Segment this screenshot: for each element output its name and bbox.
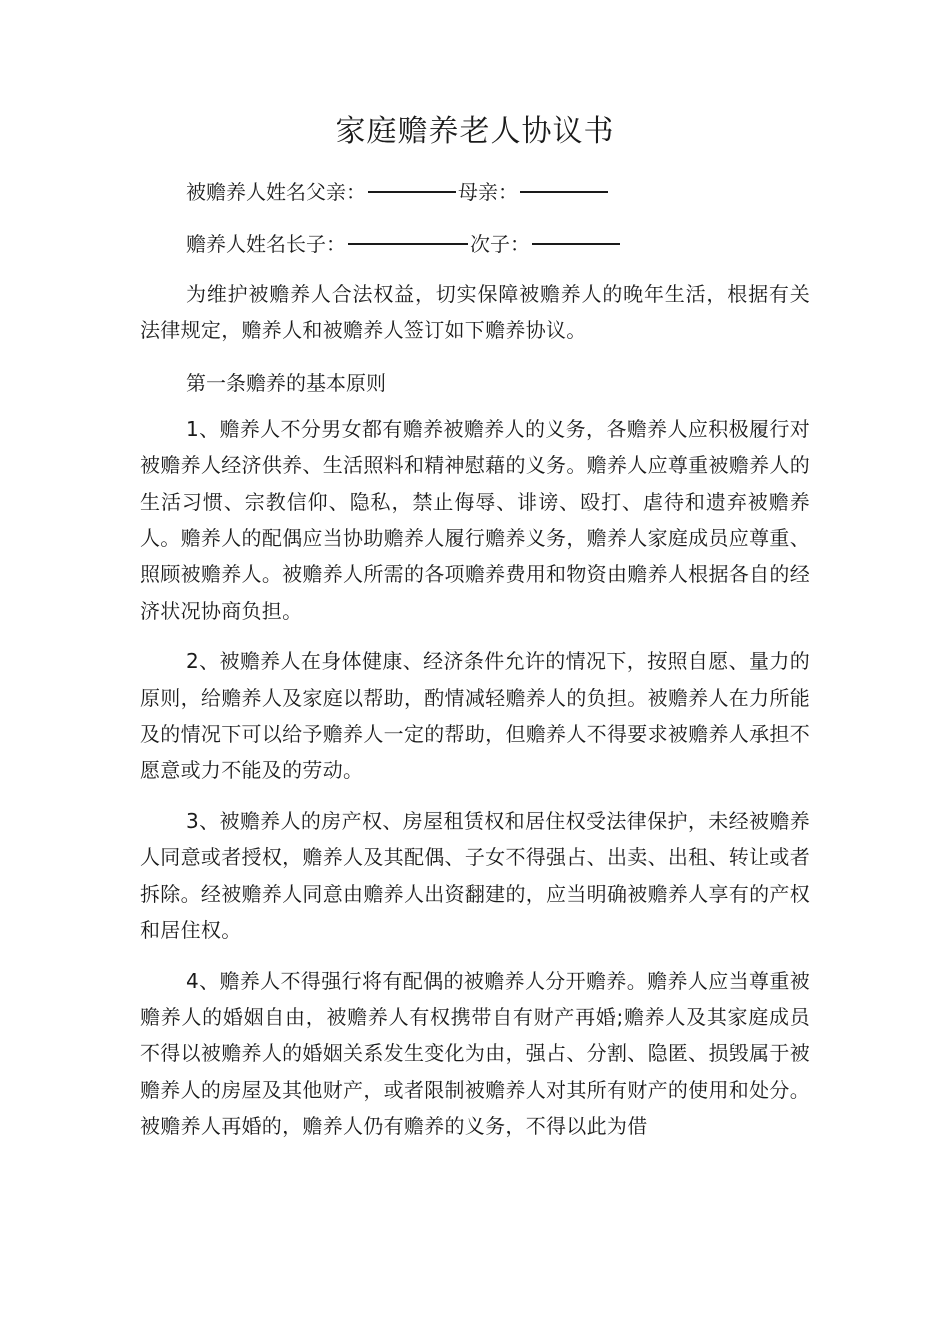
clause-3: 3、被赡养人的房产权、房屋租赁权和居住权受法律保护，未经被赡养人同意或者授权，赡养人及其配偶、子女不得强占、出卖、出租、转让或者拆除。经被赡养人同意由赡养人出资翻建的，应当明确被赡养人享有的产权和居住权。 — [140, 808, 810, 943]
supporter-line — [140, 224, 810, 264]
law-link[interactable]: 法律 — [140, 318, 181, 343]
supported-mother-label: 母亲： — [458, 180, 518, 204]
supported-person-line — [140, 172, 810, 212]
supporter-eldest-label: 赡养人姓名长子： — [186, 232, 346, 256]
supporter-second-label: 次子： — [470, 232, 530, 256]
second-son-name-blank — [532, 243, 620, 245]
intro-text-part2: 规定，赡养人和被赡养人签订如下赡养协议。 — [180, 318, 587, 343]
eldest-son-name-blank — [348, 243, 468, 245]
clause-4: 4、赡养人不得强行将有配偶的被赡养人分开赡养。赡养人应当尊重被赡养人的婚姻自由，被赡养人有权携带自有财产再婚;赡养人及其家庭成员不得以被赡养人的婚姻关系发生变化为由，强占、分割、隐匿、损毁属于被赡养人的房屋及其他财产，或者限制被赡养人对其所有财产的使用和处分。被赡养人再婚的，赡养人仍有赡养的义务，不得以此为借 — [140, 968, 810, 1139]
intro-paragraph — [140, 276, 810, 349]
document-title: 家庭赡养老人协议书 — [335, 114, 615, 149]
article-heading: 第一条赡养的基本原则 — [186, 370, 386, 395]
clause-1: 1、赡养人不分男女都有赡养被赡养人的义务，各赡养人应积极履行对被赡养人经济供养、生活照料和精神慰藉的义务。赡养人应尊重被赡养人的生活习惯、宗教信仰、隐私，禁止侮辱、诽谤、殴打、虐待和遗弃被赡养人。赡养人的配偶应当协助赡养人履行赡养义务，赡养人家庭成员应尊重、照顾被赡养人。被赡养人所需的各项赡养费用和物资由赡养人根据各自的经济状况协商负担。 — [140, 416, 810, 623]
supported-father-label: 被赡养人姓名父亲： — [186, 180, 366, 204]
clause-2: 2、被赡养人在身体健康、经济条件允许的情况下，按照自愿、量力的原则，给赡养人及家庭以帮助，酌情减轻赡养人的负担。被赡养人在力所能及的情况下可以给予赡养人一定的帮助，但赡养人不得要求被赡养人承担不愿意或力不能及的劳动。 — [140, 649, 810, 783]
father-name-blank — [368, 191, 456, 193]
mother-name-blank — [520, 191, 608, 193]
intro-text-part1: 为维护被赡养人合法权益，切实保障被赡养人的晚年生活，根据有关 — [186, 282, 810, 306]
